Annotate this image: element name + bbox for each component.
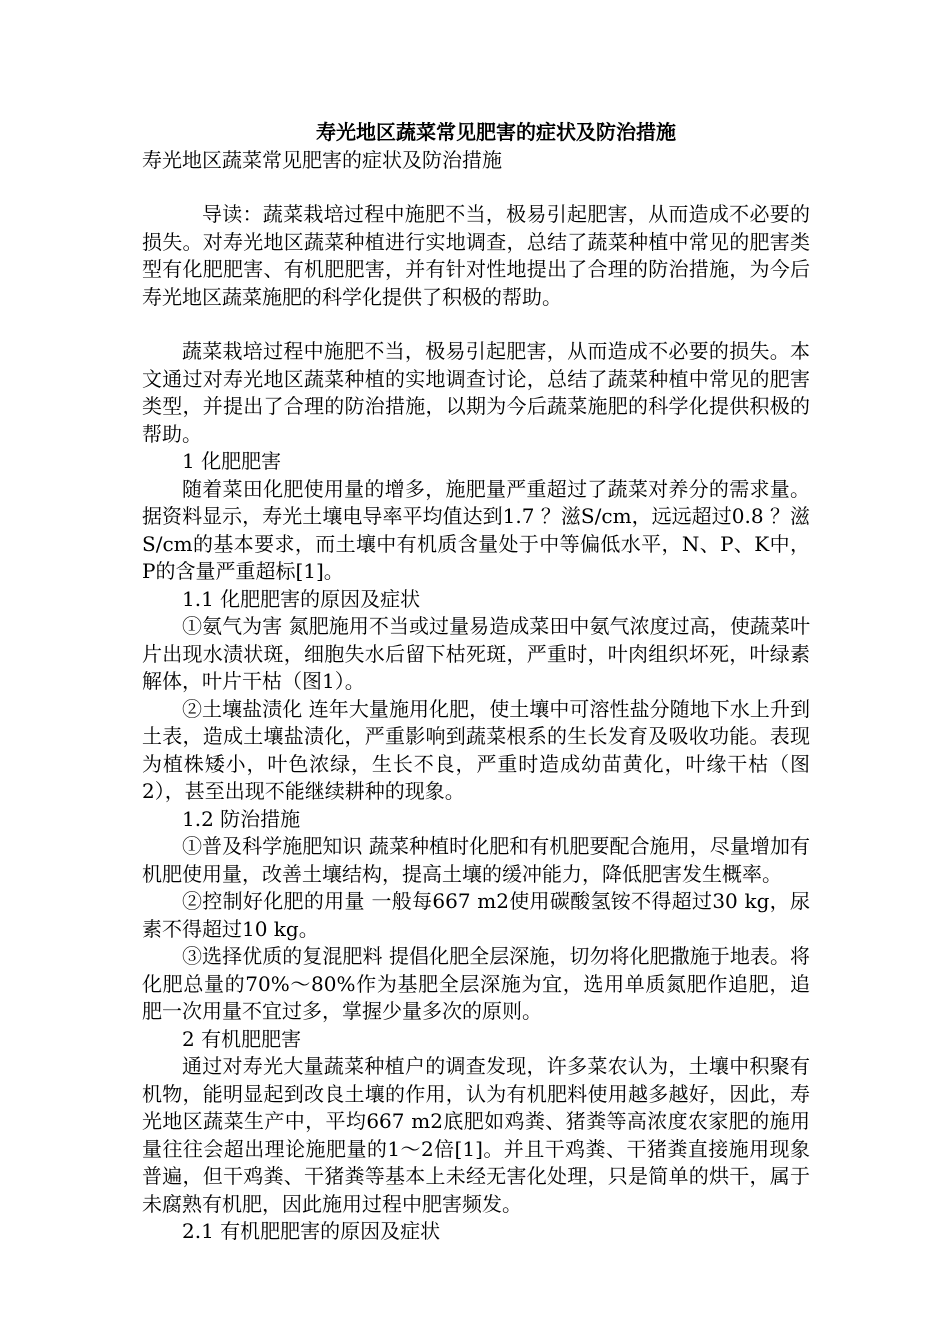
spacer <box>142 311 810 338</box>
body-paragraph: ③选择优质的复混肥料 提倡化肥全层深施，切勿将化肥撒施于地表。将化肥总量的70%～80%作为基肥全层深施为宜，选用单质氮肥作追肥，追肥一次用量不宜过多，掌握少量多次的原则。 <box>142 944 810 1023</box>
document-title: 寿光地区蔬菜常见肥害的症状及防治措施 <box>316 120 676 144</box>
document-page <box>142 118 810 1246</box>
body-paragraph: ①氨气为害 氮肥施用不当或过量易造成菜田中氨气浓度过高，使蔬菜叶片出现水渍状斑，细胞失水后留下枯死斑，严重时，叶肉组织坏死，叶绿素解体，叶片干枯（图1）。 <box>142 614 810 693</box>
body-paragraph: 随着菜田化肥使用量的增多，施肥量严重超过了蔬菜对养分的需求量。据资料显示，寿光土壤电导率平均值达到1.7 ？滋S/cm，远远超过0.8 ？滋S/cm的基本要求，而土壤中有机质含量处于中等偏低水平，N、P、K中，P的含量严重超标[1]。 <box>142 476 810 583</box>
section-heading: 2 有机肥肥害 <box>182 1026 302 1051</box>
subsection-heading: 1.1 化肥肥害的原因及症状 <box>182 586 421 611</box>
document-subtitle: 寿光地区蔬菜常见肥害的症状及防治措施 <box>142 148 502 172</box>
section-heading: 1 化肥肥害 <box>182 449 282 473</box>
subsection-heading: 1.2 防治措施 <box>182 806 301 831</box>
spacer <box>142 174 810 201</box>
intro-paragraph: 导读：蔬菜栽培过程中施肥不当，极易引起肥害，从而造成不必要的损失。对寿光地区蔬菜种植进行实地调查，总结了蔬菜种植中常见的肥害类型有化肥肥害、有机肥肥害，并有针对性地提出了合理的防治措施，为今后寿光地区蔬菜施肥的科学化提供了积极的帮助。 <box>142 202 810 309</box>
subsection-heading: 2.1 有机肥肥害的原因及症状 <box>182 1219 441 1243</box>
body-paragraph: ②土壤盐渍化 连年大量施用化肥，使土壤中可溶性盐分随地下水上升到土表，造成土壤盐渍化，严重影响到蔬菜根系的生长发育及吸收功能。表现为植株矮小，叶色浓绿，生长不良，严重时造成幼苗黄化，叶缘干枯（图2），甚至出现不能继续耕种的现象。 <box>142 696 810 803</box>
body-paragraph: 通过对寿光大量蔬菜种植户的调查发现，许多菜农认为，土壤中积聚有机物，能明显起到改良土壤的作用，认为有机肥料使用越多越好，因此，寿光地区蔬菜生产中，平均667 m2底肥如鸡粪、猪粪等高浓度农家肥的施用量往往会超出理论施肥量的1～2倍[1]。并且干鸡粪、干猪粪直接施用现象普遍，但干鸡粪、干猪粪等基本上未经无害化处理，只是简单的烘干，属于未腐熟有机肥，因此施用过程中肥害频发。 <box>142 1054 810 1216</box>
body-paragraph: ②控制好化肥的用量 一般每667 m2使用碳酸氢铵不得超过30 kg，尿素不得超过10 kg。 <box>142 889 810 941</box>
body-paragraph: 蔬菜栽培过程中施肥不当，极易引起肥害，从而造成不必要的损失。本文通过对寿光地区蔬菜种植的实地调查讨论，总结了蔬菜种植中常见的肥害类型，并提出了合理的防治措施，以期为今后蔬菜施肥的科学化提供积极的帮助。 <box>142 339 810 446</box>
body-paragraph: ①普及科学施肥知识 蔬菜种植时化肥和有机肥要配合施用，尽量增加有机肥使用量，改善土壤结构，提高土壤的缓冲能力，降低肥害发生概率。 <box>142 834 810 886</box>
